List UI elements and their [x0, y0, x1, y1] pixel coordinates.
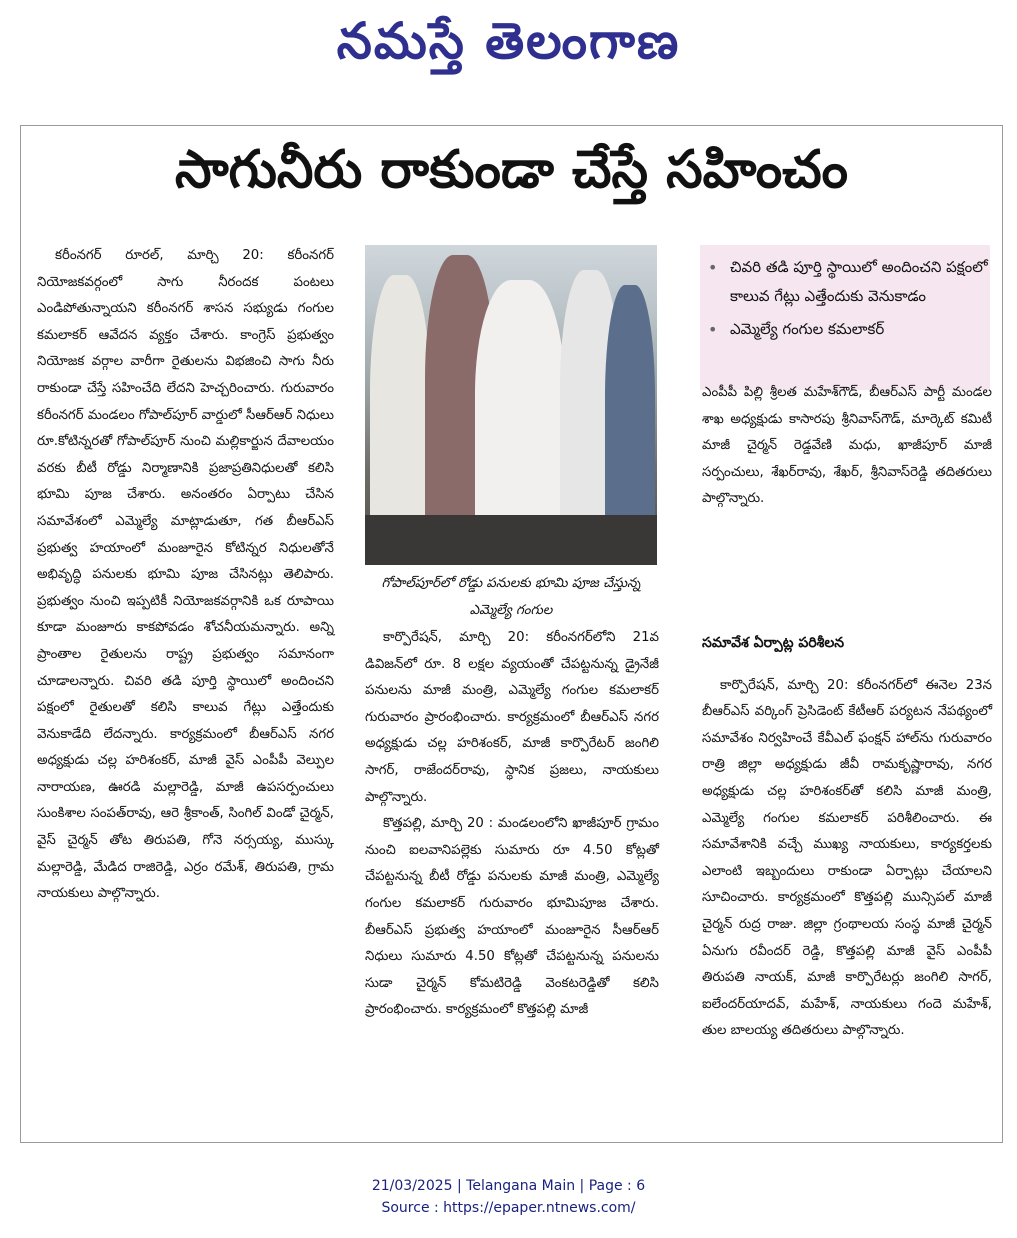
- article-headline: సాగునీరు రాకుండా చేస్తే సహించం: [174, 140, 849, 200]
- article-column-2: [365, 625, 659, 1024]
- footer-date-line: 21/03/2025 | Telangana Main | Page : 6: [371, 1178, 646, 1194]
- page-footer: [0, 1175, 1017, 1219]
- article-column-1: [37, 243, 334, 908]
- bullet-icon: •: [708, 320, 718, 339]
- highlight-item: • చివరి తడి పూర్తి స్థాయిలో అందించని పక్షంలో కాలువ గేట్లు ఎత్తేందుకు వెనుకాడం: [700, 253, 990, 311]
- column-3-continuation-text: ఎంపీపీ పిల్లి శ్రీలత మహేశ్‌గౌడ్, బీఆర్‌ఎస్ పార్టీ మండల శాఖ అధ్యక్షుడు కాసారపు శ్రీనివాస్‌గౌడ్, మార్కెట్ కమిటీ మాజీ చైర్మన్ రెడ్డవేణి మధు, ఖాజీపూర్ మాజీ సర్పంచులు, శేఖర్‌రావు, శేఖర్, శ్రీనివాస్‌రెడ్డి తదితరులు పాల్గొన్నారు.: [702, 385, 992, 507]
- column-2-paragraph-1: కార్పొరేషన్, మార్చి 20: కరీంనగర్‌లోని 21వ డివిజన్‌లో రూ. 8 లక్షల వ్యయంతో చేపట్టనున్న డ్రైనేజీ పనులను మాజీ మంత్రి, ఎమ్మెల్యే గంగుల కమలాకర్ గురువారం ప్రారంభించారు. కార్యక్రమంలో బీఆర్‌ఎస్ నగర అధ్యక్షుడు చల్ల హరిశంకర్, మాజీ కార్పొరేటర్ జంగిలి సాగర్, రాజేందర్‌రావు, స్థానిక ప్రజలు, నాయకులు పాల్గొన్నారు.: [365, 630, 659, 805]
- column-3-text: కార్పొరేషన్, మార్చి 20: కరీంనగర్‌లో ఈనెల 23న బీఆర్‌ఎస్ వర్కింగ్ ప్రెసిడెంట్ కేటీఆర్ పర్యటన నేపథ్యంలో సమావేశం నిర్వహించే కేవీఎల్ ఫంక్షన్ హాల్‌ను గురువారం రాత్రి జిల్లా అధ్యక్షుడు జీవీ రామకృష్ణారావు, నగర అధ్యక్షుడు చల్ల హరిశంకర్‌తో కలిసి మాజీ మంత్రి, ఎమ్మెల్యే గంగుల కమలాకర్ పరిశీలించారు. ఈ సమావేశానికి వచ్చే ముఖ్య నాయకులు, కార్యకర్తలకు ఎలాంటి ఇబ్బందులు రాకుండా ఏర్పాట్లు చేయాలని సూచించారు. కార్యక్రమంలో కొత్తపల్లి మున్సిపల్ మాజీ చైర్మన్ రుద్ర రాజు. జిల్లా గ్రంథాలయ సంస్థ మాజీ చైర్మన్ ఏనుగు రవీందర్ రెడ్డి, కొత్తపల్లి మాజీ వైస్ ఎంపీపీ తిరుపతి నాయక్, మాజీ కార్పొరేటర్లు జంగిలి సాగర్, ఐలేందర్‌యాదవ్, మహేశ్, నాయకులు గందె మహేశ్, తుల బాలయ్య తదితరులు పాల్గొన్నారు.: [702, 677, 992, 1039]
- column-1-text: కరీంనగర్ రూరల్, మార్చి 20: కరీంనగర్ నియోజకవర్గంలో సాగు నీరందక పంటలు ఎండిపోతున్నాయని కరీంనగర్ శాసన సభ్యుడు గంగుల కమలాకర్ ఆవేదన వ్యక్తం చేశారు. కాంగ్రెస్ ప్రభుత్వం నియోజక వర్గాల వారీగా రైతులను విభజించి సాగు నీరు రాకుండా చేస్తే సహించేది లేదని హెచ్చరించారు. గురువారం కరీంనగర్ మండలం గోపాల్‌పూర్ వార్డులో సీఆర్‌ఆర్ నిధులు రూ.కోటిన్నరతో గోపాల్‌పూర్ నుంచి మల్లికార్జున దేవాలయం వరకు బీటీ రోడ్డు నిర్మాణానికి ప్రజాప్రతినిధులతో కలిసి భూమి పూజ చేశారు. అనంతరం ఏర్పాటు చేసిన సమావేశంలో ఎమ్మెల్యే మాట్లాడుతూ, గత బీఆర్‌ఎస్ ప్రభుత్వ హయాంలో మంజూరైన కోటిన్నర నిధులతోనే అభివృద్ధి పనులకు భూమి పూజ చేసినట్లు తెలిపారు. ప్రభుత్వం నుంచి ఇప్పటికీ నియోజకవర్గానికి ఒక రూపాయి కూడా మంజూరు కాకపోవడం శోచనీయమన్నారు. అన్ని ప్రాంతాల రైతులను రాష్ట్ర ప్రభుత్వం సమానంగా చూడాలన్నారు. చివరి తడి పూర్తి స్థాయిలో అందించని పక్షంలో రైతులతో కలిసి కాలువ గేట్లు ఎత్తేందుకు వెనుకాడేది లేదన్నారు. కార్యక్రమంలో బీఆర్‌ఎస్ నగర అధ్యక్షుడు చల్ల హరిశంకర్, మాజీ వైస్ ఎంపీపీ వెల్పుల నారాయణ, ఊరడి మల్లారెడ్డి, మాజీ ఉపసర్పంచులు సుంకిశాల సంపత్‌రావు, ఆరె శ్రీకాంత్, సింగిల్ విండో చైర్మన్, వైస్ చైర్మన్ తోట తిరుపతి, గోనె నర్సయ్య, ముస్కు మల్లారెడ్డి, మేడిద రాజిరెడ్డి, ఎర్రం రమేశ్, తిరుపతి, గ్రామ నాయకులు పాల్గొన్నారు.: [37, 248, 334, 902]
- column-2-paragraph-2: కొత్తపల్లి, మార్చి 20 : మండలంలోని ఖాజీపూర్ గ్రామం నుంచి ఐలవానిపల్లెకు సుమారు రూ 4.50 కోట్లతో చేపట్టనున్న బీటీ రోడ్డు పనులకు మాజీ మంత్రి, ఎమ్మెల్యే గంగుల కమలాకర్ గురువారం భూమిపూజ చేశారు. బీఆర్‌ఎస్ ప్రభుత్వ హయాంలో మంజూరైన సీఆర్ఆర్ నిధులు సుమారు 4.50 కోట్లతో చేపట్టనున్న పనులను సుడా చైర్మన్ కోమటిరెడ్డి వెంకటరెడ్డితో కలిసి ప్రారంభించారు. కార్యక్రమంలో కొత్తపల్లి మాజీ: [365, 816, 659, 1018]
- photo-caption: గోపాల్‌పూర్‌లో రోడ్డు పనులకు భూమి పూజ చేస్తున్న ఎమ్మెల్యే గంగుల: [381, 576, 641, 618]
- article-column-3-continuation: [702, 380, 992, 513]
- section-subhead: సమావేశ ఏర్పాట్ల పరిశీలన: [702, 635, 845, 651]
- newspaper-masthead: నమస్తే తెలంగాణ: [336, 12, 681, 70]
- footer-source-line: Source : https://epaper.ntnews.com/: [381, 1200, 636, 1216]
- bullet-icon: •: [708, 258, 718, 277]
- article-column-3-section: [702, 630, 992, 1045]
- highlight-box: [700, 245, 990, 390]
- news-photo: [365, 245, 657, 565]
- highlight-item: • ఎమ్మెల్యే గంగుల కమలాకర్: [700, 315, 990, 344]
